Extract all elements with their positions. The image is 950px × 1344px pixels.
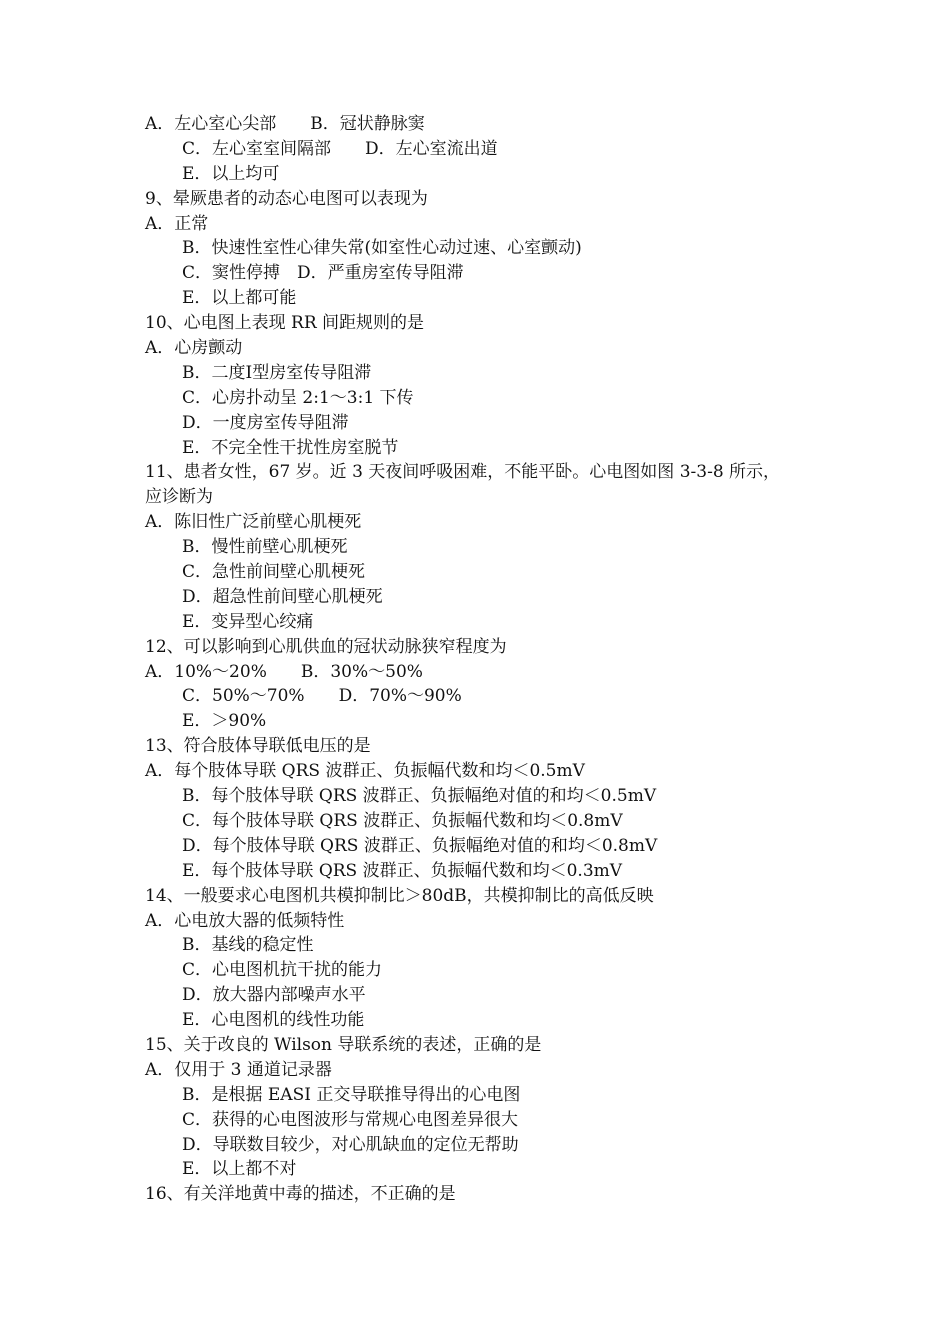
answer-option-line: B．每个肢体导联 QRS 波群正、负振幅绝对值的和均＜0.5mV	[182, 786, 657, 807]
answer-option-line: B．快速性室性心律失常(如室性心动过速、心室颤动)	[182, 238, 582, 259]
question-line: 10、心电图上表现 RR 间距规则的是	[145, 313, 425, 334]
answer-option-line: C．窦性停搏 D．严重房室传导阻滞	[182, 263, 464, 284]
answer-option-line: D．导联数目较少，对心肌缺血的定位无帮助	[182, 1134, 519, 1155]
answer-option-line: C．获得的心电图波形与常规心电图差异很大	[182, 1109, 519, 1130]
answer-option-line: D．放大器内部噪声水平	[182, 985, 366, 1006]
answer-option-line: B．是根据 EASI 正交导联推导得出的心电图	[182, 1084, 521, 1105]
answer-option-line: E．以上都不对	[182, 1159, 297, 1180]
answer-option-line: B．二度Ⅰ型房室传导阻滞	[182, 362, 372, 383]
question-line: A．10%～20% B．30%～50%	[145, 661, 423, 682]
answer-option-line: E．每个肢体导联 QRS 波群正、负振幅代数和均＜0.3mV	[182, 860, 623, 881]
question-line: 9、晕厥患者的动态心电图可以表现为	[145, 188, 428, 209]
question-line: A．陈旧性广泛前壁心肌梗死	[145, 512, 362, 533]
question-line: 14、一般要求心电图机共模抑制比＞80dB，共模抑制比的高低反映	[145, 885, 654, 906]
answer-option-line: C．每个肢体导联 QRS 波群正、负振幅代数和均＜0.8mV	[182, 810, 623, 831]
answer-option-line: E．以上均可	[182, 163, 280, 184]
question-line: A．左心室心尖部 B．冠状静脉窦	[145, 114, 425, 134]
question-line: 应诊断为	[145, 487, 213, 508]
question-line: 11、患者女性，67 岁。近 3 天夜间呼吸困难，不能平卧。心电图如图 3-3-8 所示，	[145, 462, 781, 483]
answer-option-line: C．急性前间壁心肌梗死	[182, 562, 366, 583]
question-line: 15、关于改良的 Wilson 导联系统的表述，正确的是	[145, 1034, 542, 1055]
answer-option-line: E．以上都可能	[182, 288, 297, 309]
question-line: 16、有关洋地黄中毒的描述，不正确的是	[145, 1184, 456, 1205]
answer-option-line: C．心房扑动呈 2:1～3:1 下传	[182, 387, 414, 408]
answer-option-line: C．心电图机抗干扰的能力	[182, 960, 383, 981]
answer-option-line: D．一度房室传导阻滞	[182, 412, 349, 433]
answer-option-line: C．左心室室间隔部 D．左心室流出道	[182, 138, 498, 159]
answer-option-line: B．慢性前壁心肌梗死	[182, 537, 348, 558]
answer-option-line: B．基线的稳定性	[182, 935, 314, 956]
answer-option-line: D．超急性前间壁心肌梗死	[182, 586, 383, 607]
answer-option-line: E．不完全性干扰性房室脱节	[182, 437, 399, 458]
question-line: A．心房颤动	[145, 338, 243, 359]
question-line: A．心电放大器的低频特性	[145, 910, 345, 931]
answer-option-line: E．变异型心绞痛	[182, 611, 314, 632]
answer-option-line: D．每个肢体导联 QRS 波群正、负振幅绝对值的和均＜0.8mV	[182, 835, 658, 856]
question-list	[145, 112, 825, 1207]
question-line: A．仅用于 3 通道记录器	[145, 1059, 332, 1080]
question-line: A．每个肢体导联 QRS 波群正、负振幅代数和均＜0.5mV	[145, 761, 585, 782]
question-line: 12、可以影响到心肌供血的冠状动脉狭窄程度为	[145, 636, 507, 657]
answer-option-line: E．＞90%	[182, 711, 267, 732]
answer-option-line: E．心电图机的线性功能	[182, 1010, 365, 1031]
question-line: 13、符合肢体导联低电压的是	[145, 736, 371, 757]
answer-option-line: C．50%～70% D．70%～90%	[182, 686, 462, 707]
question-line: A．正常	[145, 213, 209, 234]
